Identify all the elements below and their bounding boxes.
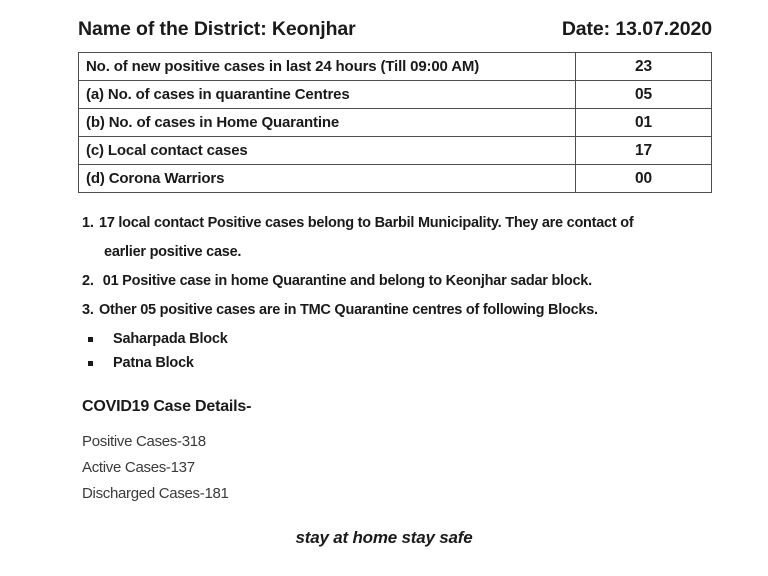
note-number: 2. [82, 273, 94, 289]
section-heading: COVID19 Case Details- [82, 398, 252, 415]
square-bullet-icon [88, 361, 93, 366]
note-item [82, 209, 712, 238]
note-text: 01 Positive case in home Quarantine and belong to Keonjhar sadar block. [99, 273, 592, 289]
table-row [79, 109, 712, 137]
note-number: 1. [82, 215, 94, 231]
table-cell-value: 17 [576, 137, 712, 165]
covid-case-details [82, 398, 251, 507]
list-item [88, 351, 228, 375]
table-cell-label: (c) Local contact cases [79, 137, 576, 165]
table-cell-label: No. of new positive cases in last 24 hours (Till 09:00 AM) [79, 53, 576, 81]
page-title: Name of the District: Keonjhar [78, 18, 356, 40]
notes-list [82, 209, 712, 325]
active-cases-total: Active Cases-137 [82, 459, 195, 476]
list-item-label: Saharpada Block [113, 331, 228, 347]
table-row [79, 53, 712, 81]
case-summary-table [78, 52, 712, 193]
report-date: Date: 13.07.2020 [561, 18, 712, 40]
footer-slogan: stay at home stay safe [295, 528, 473, 547]
table-cell-label: (a) No. of cases in quarantine Centres [79, 81, 576, 109]
list-item-label: Patna Block [113, 355, 194, 371]
discharged-cases-total: Discharged Cases-181 [82, 485, 229, 502]
table-cell-value: 23 [576, 53, 712, 81]
note-number: 3. [82, 302, 94, 318]
report-header [78, 18, 712, 41]
table-row [79, 137, 712, 165]
table-row [79, 81, 712, 109]
table-cell-value: 05 [576, 81, 712, 109]
positive-cases-total: Positive Cases-318 [82, 433, 206, 450]
table-cell-label: (d) Corona Warriors [79, 165, 576, 193]
note-item [82, 267, 712, 296]
note-continuation: earlier positive case. [104, 244, 242, 260]
table-cell-value: 00 [576, 165, 712, 193]
footer [0, 528, 768, 548]
block-list [88, 327, 228, 375]
note-item [82, 296, 712, 325]
table-cell-value: 01 [576, 109, 712, 137]
note-text: 17 local contact Positive cases belong to Barbil Municipality. They are contact of [99, 215, 634, 231]
list-item [88, 327, 228, 351]
table-cell-label: (b) No. of cases in Home Quarantine [79, 109, 576, 137]
square-bullet-icon [88, 337, 93, 342]
note-text: Other 05 positive cases are in TMC Quarantine centres of following Blocks. [99, 302, 598, 318]
table-row [79, 165, 712, 193]
